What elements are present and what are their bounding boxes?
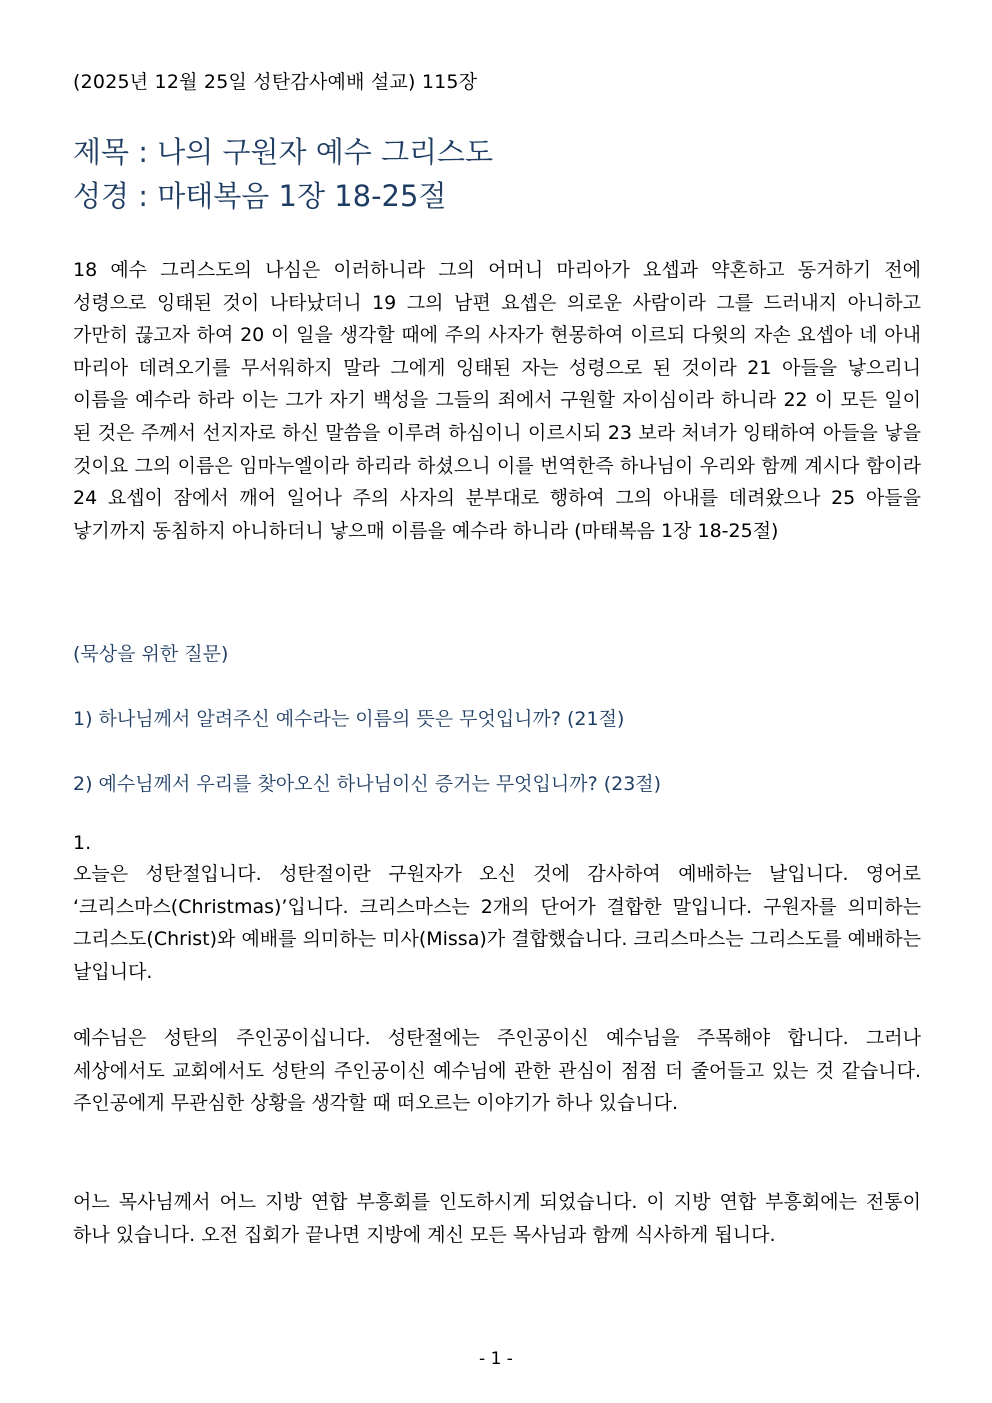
- meditation-question: 2) 예수님께서 우리를 찾아오신 하나님이신 증거는 무엇입니까? (23절): [73, 773, 662, 795]
- scripture-reference: 성경 : 마태복음 1장 18-25절: [73, 179, 447, 213]
- scripture-text: 18 예수 그리스도의 나심은 이러하니라 그의 어머니 마리아가 요셉과 약혼하고 동거하기 전에 성령으로 잉태된 것이 나타났더니 19 그의 남편 요셉은 의로운 사람이라 그를 드러내지 아니하고 가만히 끊고자 하여 20 이 일을 생각할 때에 주의 사자가 현몽하여 이르되 다윗의 자손 요셉아 네 아내 마리아 데려오기를 무서워하지 말라 그에게 잉태된 자는 성령으로 된 것이라 21 아들을 낳으리니 이름을 예수라 하라 이는 그가 자기 백성을 그들의 죄에서 구원할 자이심이라 하니라 22 이 모든 일이 된 것은 주께서 선지자로 하신 말씀을 이루려 하심이니 이르시되 23 보라 처녀가 잉태하여 아들을 낳을 것이요 그의 이름은 임마누엘이라 하리라 하셨으니 이를 번역한즉 하나님이 우리와 함께 계시다 함이라 24 요셉이 잠에서 깨어 일어나 주의 사자의 분부대로 행하여 그의 아내를 데려왔으나 25 아들을 낳기까지 동침하지 아니하더니 낳으매 이름을 예수라 하니라 (마태복음 1장 18-25절): [73, 259, 921, 542]
- title-block: [73, 130, 493, 218]
- service-note: (2025년 12월 25일 성탄감사예배 설교) 115장: [73, 71, 478, 93]
- body-paragraph: 어느 목사님께서 어느 지방 연합 부흥회를 인도하시게 되었습니다. 이 지방 연합 부흥회에는 전통이 하나 있습니다. 오전 집회가 끝나면 지방에 계신 모든 목사님과 함께 식사하게 됩니다.: [73, 1191, 921, 1246]
- page-number: - 1 -: [479, 1349, 513, 1369]
- section-number: 1.: [73, 832, 92, 854]
- sermon-title: 제목 : 나의 구원자 예수 그리스도: [73, 135, 494, 169]
- body-paragraph: 오늘은 성탄절입니다. 성탄절이란 구원자가 오신 것에 감사하여 예배하는 날입니다. 영어로 ‘크리스마스(Christmas)’입니다. 크리스마스는 2개의 단어가 결합한 말입니다. 구원자를 의미하는 그리스도(Christ)와 예배를 의미하는 미사(Missa)가 결합했습니다. 크리스마스는 그리스도를 예배하는 날입니다.: [73, 863, 921, 983]
- body-paragraph: 예수님은 성탄의 주인공이십니다. 성탄절에는 주인공이신 예수님을 주목해야 합니다. 그러나 세상에서도 교회에서도 성탄의 주인공이신 예수님에 관한 관심이 점점 더 줄어들고 있는 것 같습니다. 주인공에게 무관심한 상황을 생각할 때 떠오르는 이야기가 하나 있습니다.: [73, 1027, 921, 1115]
- meditation-heading: (묵상을 위한 질문): [73, 643, 229, 665]
- meditation-question: 1) 하나님께서 알려주신 예수라는 이름의 뜻은 무엇입니까? (21절): [73, 708, 625, 730]
